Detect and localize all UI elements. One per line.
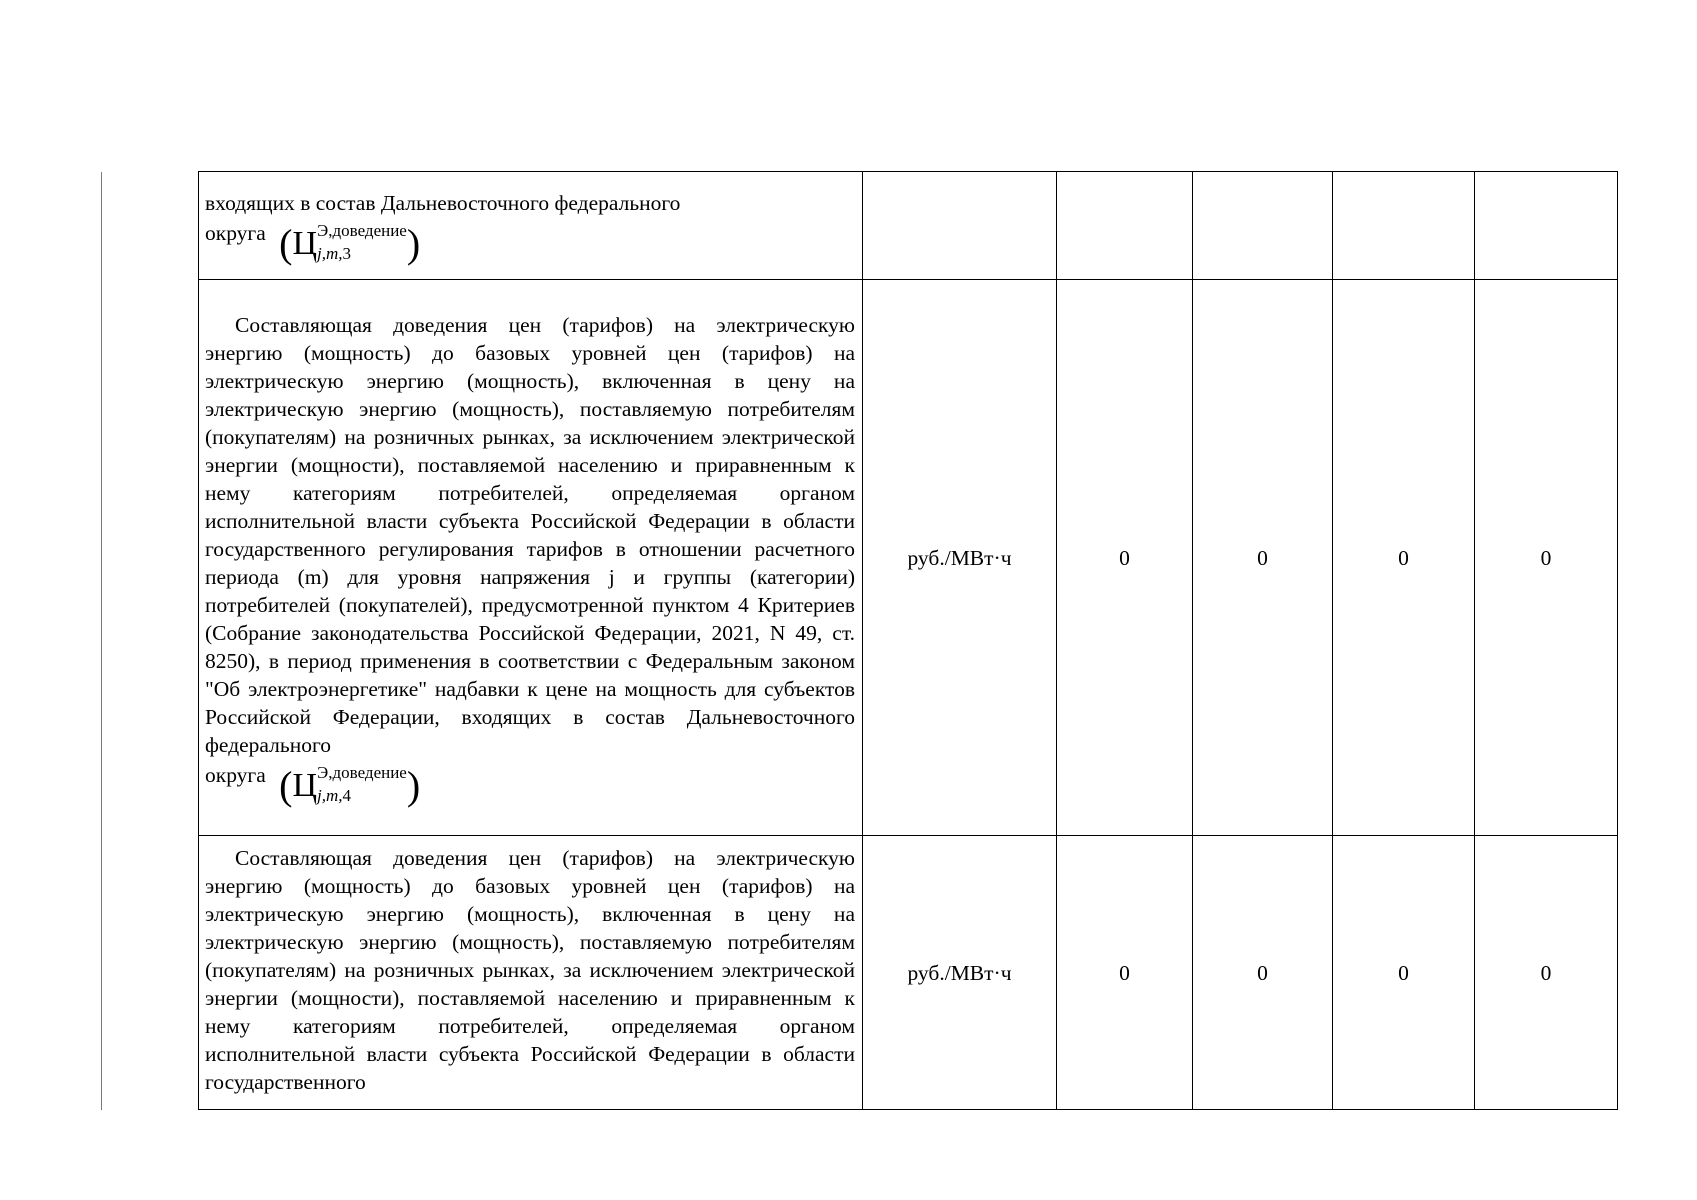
unit-cell <box>863 172 1057 280</box>
value-cell <box>1333 172 1475 280</box>
description-text: Составляющая доведения цен (тарифов) на электрическую энергию (мощность) до базовых уровней цен (тарифов) на электрическую энергию (мощность), включенная в цену на электрическую энергию (мощность), поставляемую потребителям (покупателям) на розничных рынках, за исключением электрической энергии (мощности), поставляемой населению и приравненным к нему категориям потребителей, определяемая органом исполнительной власти субъекта Российской Федерации в области государственного регулирования тарифов в отношении расчетного периода (m) для уровня напряжения j и группы (категории) потребителей (покупателей), предусмотренной пунктом 4 Критериев (Собрание законодательства Российской Федерации, 2021, N 49, ст. 8250), в период применения в соответствии с Федеральным законом "Об электроэнергетике" надбавки к цене на мощность для субъектов Российской Федерации, входящих в состав Дальневосточного федерального <box>205 313 855 758</box>
value-cell: 0 <box>1193 836 1333 1110</box>
formula-subscript-vars: j,m, <box>317 785 343 805</box>
value-cell: 0 <box>1475 836 1618 1110</box>
value-cell: 0 <box>1475 280 1618 836</box>
table-row <box>199 836 1618 1110</box>
tariff-formula: (Ц Э,доведение j,m,4 ) <box>279 762 421 808</box>
table-row <box>199 172 1618 280</box>
value-cell <box>1057 172 1193 280</box>
formula-subscript-num: 4 <box>342 785 352 805</box>
description-text: входящих в состав Дальневосточного федерального <box>205 191 681 216</box>
value-cell: 0 <box>1333 280 1475 836</box>
unit-cell: руб./МВт·ч <box>863 280 1057 836</box>
formula-subscript-vars: j,m, <box>317 243 343 263</box>
formula-superscript: Э,доведение <box>317 762 407 782</box>
value-cell: 0 <box>1057 280 1193 836</box>
value-cell: 0 <box>1333 836 1475 1110</box>
row-description <box>199 172 863 280</box>
formula-superscript: Э,доведение <box>317 220 407 240</box>
value-cell: 0 <box>1193 280 1333 836</box>
unit-cell: руб./МВт·ч <box>863 836 1057 1110</box>
table-row <box>199 280 1618 836</box>
tariff-formula: (Ц Э,доведение j,m,3 ) <box>279 220 421 266</box>
value-cell <box>1475 172 1618 280</box>
value-cell <box>1193 172 1333 280</box>
formula-symbol: Ц <box>292 224 318 262</box>
tariff-table <box>198 171 1618 1110</box>
formula-label: округа <box>205 221 266 246</box>
description-text: Составляющая доведения цен (тарифов) на электрическую энергию (мощность) до базовых уровней цен (тарифов) на электрическую энергию (мощность), включенная в цену на электрическую энергию (мощность), поставляемую потребителям (покупателям) на розничных рынках, за исключением электрической энергии (мощности), поставляемой населению и приравненным к нему категориям потребителей, определяемая органом исполнительной власти субъекта Российской Федерации в области государственного <box>205 846 855 1094</box>
value-cell: 0 <box>1057 836 1193 1110</box>
formula-subscript-num: 3 <box>342 243 352 263</box>
row-description <box>199 836 863 1110</box>
formula-line <box>205 761 855 808</box>
row-description <box>199 280 863 836</box>
formula-label: округа <box>205 763 266 788</box>
page-margin-rule <box>101 172 102 1110</box>
formula-line <box>205 219 855 266</box>
formula-symbol: Ц <box>292 766 318 804</box>
